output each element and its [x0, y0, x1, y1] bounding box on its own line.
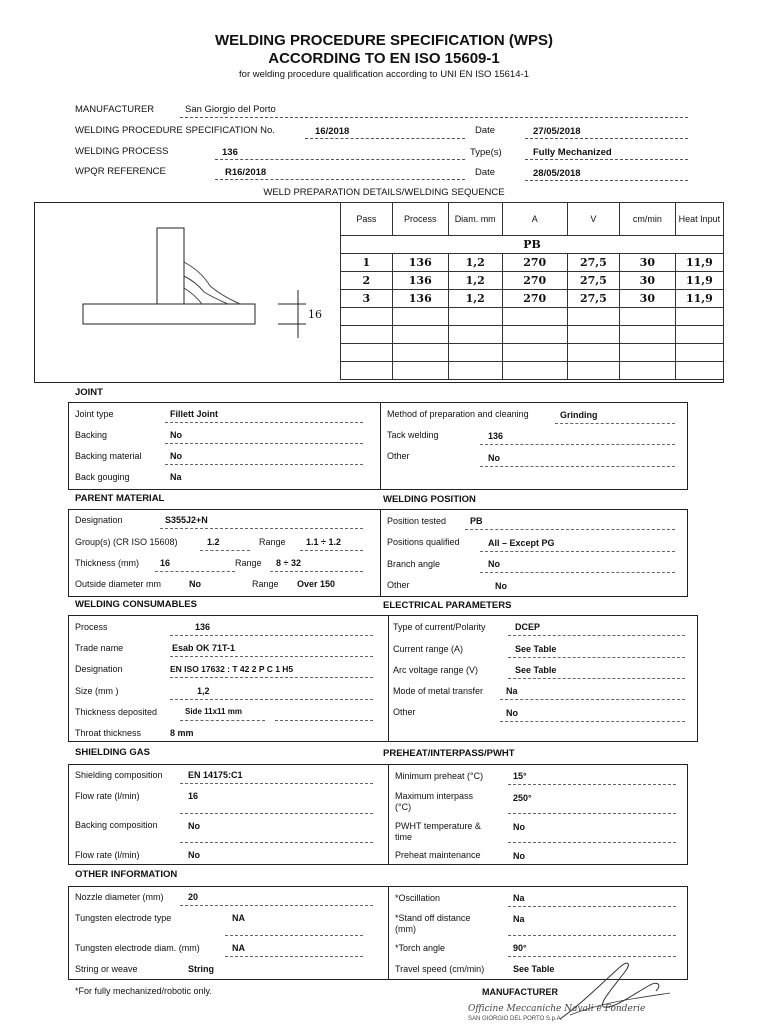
- cell-ampere: 270: [502, 272, 567, 290]
- preheat-maintenance-label: Preheat maintenance: [395, 850, 481, 860]
- current-range-value: See Table: [515, 644, 557, 654]
- range2-line: [270, 571, 363, 572]
- position-row: [341, 236, 724, 254]
- range3-value: Over 150: [297, 579, 336, 589]
- empty-sequence-row: [341, 362, 724, 380]
- weld-prep-title: WELD PREPARATION DETAILS/WELDING SEQUENCE: [263, 187, 505, 198]
- current-range-line: [508, 657, 685, 658]
- consumable-designation-label: Designation: [75, 664, 123, 674]
- welding-position-title: WELDING POSITION: [383, 494, 476, 505]
- tungsten-diameter-line: [225, 956, 363, 957]
- branch-angle-value: No: [488, 559, 500, 569]
- pwht-label-time: time: [395, 832, 413, 842]
- position-other-value: No: [495, 581, 507, 591]
- electrical-title: ELECTRICAL PARAMETERS: [383, 600, 512, 611]
- empty-cell: [502, 308, 567, 326]
- tungsten-type-line: [225, 935, 363, 936]
- pwht-line: [508, 842, 676, 843]
- sequence-row: [341, 290, 724, 308]
- empty-cell: [675, 362, 723, 380]
- joint-other-label: Other: [387, 451, 410, 461]
- empty-cell: [619, 362, 675, 380]
- footnote: *For fully mechanized/robotic only.: [75, 986, 212, 996]
- sequence-row: [341, 272, 724, 290]
- group-label: Group(s) (CR ISO 15608): [75, 537, 178, 547]
- joint-sketch: [34, 202, 342, 383]
- thickness-line: [155, 571, 235, 572]
- backing-flow-value: No: [188, 850, 200, 860]
- empty-cell: [448, 362, 502, 380]
- date1-line: [525, 138, 688, 139]
- back-gouging-label: Back gouging: [75, 472, 130, 482]
- flow-rate-label: Flow rate (l/min): [75, 791, 140, 801]
- thickness-deposited-label: Thickness deposited: [75, 707, 158, 717]
- torch-angle-label: *Torch angle: [395, 943, 446, 953]
- manufacturer-signature-title: MANUFACTURER: [482, 987, 558, 997]
- thickness-label: Thickness (mm): [75, 558, 140, 568]
- position-tested-label: Position tested: [387, 516, 447, 526]
- designation-label: Designation: [75, 515, 123, 525]
- designation-value: S355J2+N: [165, 515, 208, 525]
- positions-qualified-value: All – Except PG: [488, 538, 555, 548]
- tack-label: Tack welding: [387, 430, 439, 440]
- weld-bead-outline: [184, 262, 240, 304]
- wpqr-line: [215, 179, 465, 180]
- position-tested-value: PB: [470, 516, 483, 526]
- date2-label: Date: [475, 167, 496, 178]
- empty-cell: [567, 308, 619, 326]
- empty-cell: [341, 344, 393, 362]
- travel-speed-value: See Table: [513, 964, 555, 974]
- position-cell: PB: [341, 236, 724, 254]
- empty-cell: [392, 308, 448, 326]
- arc-voltage-line: [508, 678, 685, 679]
- gas-preheat-divider: [388, 764, 389, 865]
- outside-diameter-label: Outside diameter mm: [75, 579, 162, 589]
- branch-angle-line: [480, 572, 675, 573]
- welding-process-label: WELDING PROCESS: [75, 146, 169, 157]
- date2-value: 28/05/2018: [533, 168, 581, 179]
- weld-bead-3: [184, 288, 202, 304]
- shielding-composition-value: EN 14175:C1: [188, 770, 243, 780]
- welding-process-value: 136: [222, 147, 238, 158]
- empty-sequence-row: [341, 344, 724, 362]
- joint-other-value: No: [488, 453, 500, 463]
- min-preheat-label: Minimum preheat (°C): [395, 771, 484, 781]
- empty-cell: [619, 308, 675, 326]
- backing-label: Backing: [75, 430, 108, 440]
- tack-value: 136: [488, 431, 504, 441]
- position-other-label: Other: [387, 580, 410, 590]
- throat-thickness-label: Throat thickness: [75, 728, 142, 738]
- oscillation-line: [508, 906, 676, 907]
- col-diam: Diam. mm: [448, 203, 502, 236]
- branch-angle-label: Branch angle: [387, 559, 441, 569]
- type-value: Fully Mechanized: [533, 147, 612, 158]
- max-interpass-line: [508, 813, 676, 814]
- range2-label: Range: [235, 558, 262, 568]
- thickness-value: 16: [160, 558, 171, 568]
- cell-diam: 1,2: [448, 254, 502, 272]
- backing-material-label: Backing material: [75, 451, 142, 461]
- tungsten-type-label: Tungsten electrode type: [75, 913, 172, 923]
- joint-type-line: [165, 422, 363, 423]
- sequence-row: [341, 254, 724, 272]
- empty-cell: [341, 362, 393, 380]
- tungsten-diameter-value: NA: [232, 943, 245, 953]
- empty-sequence-row: [341, 308, 724, 326]
- empty-cell: [675, 326, 723, 344]
- joint-other-line: [480, 466, 675, 467]
- cell-heat-input: 11,9: [675, 254, 723, 272]
- empty-cell: [619, 344, 675, 362]
- backing-material-value: No: [170, 451, 182, 461]
- other-info-divider: [388, 886, 389, 980]
- size-label: Size (mm ): [75, 686, 119, 696]
- cell-speed: 30: [619, 254, 675, 272]
- nozzle-diameter-value: 20: [188, 892, 199, 902]
- max-interpass-label: Maximum interpass: [395, 791, 474, 801]
- range3-label: Range: [252, 579, 279, 589]
- min-preheat-value: 15°: [513, 771, 527, 781]
- flow-rate-value: 16: [188, 791, 199, 801]
- size-line: [170, 699, 373, 700]
- nozzle-diameter-line: [180, 905, 373, 906]
- range1-value: 1.1 ÷ 1.2: [306, 537, 341, 547]
- company-stamp-line2: SAN GIORGIO DEL PORTO S.p.A.: [468, 1016, 563, 1022]
- oscillation-label: *Oscillation: [395, 893, 441, 903]
- empty-cell: [502, 362, 567, 380]
- empty-cell: [567, 362, 619, 380]
- string-weave-value: String: [188, 964, 214, 974]
- empty-cell: [341, 326, 393, 344]
- type-label: Type(s): [470, 147, 502, 158]
- cell-ampere: 270: [502, 290, 567, 308]
- pwht-value: No: [513, 822, 525, 832]
- col-process: Process: [392, 203, 448, 236]
- col-pass: Pass: [341, 203, 393, 236]
- tack-line: [480, 444, 675, 445]
- company-stamp-line1: Officine Meccaniche Navali e Fonderie: [468, 1004, 646, 1014]
- standoff-unit: (mm): [395, 924, 416, 934]
- cell-process: 136: [392, 254, 448, 272]
- current-type-line: [508, 635, 685, 636]
- empty-cell: [448, 308, 502, 326]
- consumables-electrical-divider: [388, 615, 389, 742]
- col-volt: V: [567, 203, 619, 236]
- cell-ampere: 270: [502, 254, 567, 272]
- cell-speed: 30: [619, 272, 675, 290]
- wpqr-label: WPQR REFERENCE: [75, 166, 166, 177]
- string-weave-label: String or weave: [75, 964, 138, 974]
- joint-type-value: Fillett Joint: [170, 409, 218, 419]
- cell-diam: 1,2: [448, 272, 502, 290]
- torch-angle-value: 90°: [513, 943, 527, 953]
- group-value: 1.2: [207, 537, 220, 547]
- empty-sequence-row: [341, 326, 724, 344]
- thickness-deposited-line: [180, 720, 265, 721]
- size-value: 1,2: [197, 686, 210, 696]
- metal-transfer-value: Na: [506, 686, 518, 696]
- method-value: Grinding: [560, 410, 598, 420]
- backing-composition-label: Backing composition: [75, 820, 158, 830]
- handwritten-signature: [540, 955, 680, 1024]
- position-tested-line: [465, 529, 675, 530]
- wps-number-label: WELDING PROCEDURE SPECIFICATION No.: [75, 125, 275, 136]
- joint-divider: [380, 402, 381, 490]
- thickness-dimension-label: 16: [308, 308, 322, 321]
- manufacturer-label: MANUFACTURER: [75, 104, 155, 115]
- outside-diameter-value: No: [189, 579, 201, 589]
- backing-material-line: [165, 464, 363, 465]
- current-type-label: Type of current/Polarity: [393, 622, 486, 632]
- shielding-gas-title: SHIELDING GAS: [75, 747, 150, 758]
- empty-cell: [448, 344, 502, 362]
- cell-heat-input: 11,9: [675, 272, 723, 290]
- trade-name-label: Trade name: [75, 643, 124, 653]
- empty-cell: [567, 344, 619, 362]
- consumable-process-line: [170, 635, 373, 636]
- electrical-other-line: [500, 721, 685, 722]
- preheat-title: PREHEAT/INTERPASS/PWHT: [383, 748, 515, 759]
- positions-qualified-line: [480, 551, 675, 552]
- empty-cell: [502, 326, 567, 344]
- cell-process: 136: [392, 290, 448, 308]
- parent-position-divider: [380, 509, 381, 597]
- cell-volt: 27,5: [567, 272, 619, 290]
- empty-cell: [448, 326, 502, 344]
- cell-pass: 3: [341, 290, 393, 308]
- metal-transfer-line: [500, 699, 685, 700]
- type-line: [525, 159, 688, 160]
- range1-line: [300, 550, 363, 551]
- joint-base-plate: [83, 304, 255, 324]
- document-subtitle: for welding procedure qualification according to UNI EN ISO 15614-1: [239, 69, 529, 80]
- min-preheat-line: [508, 784, 676, 785]
- cell-heat-input: 11,9: [675, 290, 723, 308]
- empty-cell: [502, 344, 567, 362]
- thickness-deposited-value: Side 11x11 mm: [185, 707, 242, 716]
- arc-voltage-label: Arc voltage range (V): [393, 665, 479, 675]
- cell-volt: 27,5: [567, 290, 619, 308]
- back-gouging-value: Na: [170, 472, 182, 482]
- travel-speed-label: Travel speed (cm/min): [395, 964, 485, 974]
- empty-cell: [567, 326, 619, 344]
- consumables-title: WELDING CONSUMABLES: [75, 599, 197, 610]
- tungsten-type-value: NA: [232, 913, 245, 923]
- current-type-value: DCEP: [515, 622, 541, 632]
- backing-line: [165, 443, 363, 444]
- throat-thickness-value: 8 mm: [170, 728, 194, 738]
- consumable-designation-value: EN ISO 17632 : T 42 2 P C 1 H5: [170, 664, 294, 674]
- date2-line: [525, 180, 688, 181]
- empty-cell: [392, 326, 448, 344]
- current-range-label: Current range (A): [393, 644, 464, 654]
- document-subtitle-standard: ACCORDING TO EN ISO 15609-1: [268, 50, 500, 67]
- method-label: Method of preparation and cleaning: [387, 409, 529, 419]
- group-line: [200, 550, 250, 551]
- consumable-designation-line: [170, 677, 373, 678]
- cell-process: 136: [392, 272, 448, 290]
- cell-pass: 2: [341, 272, 393, 290]
- joint-web-plate: [157, 228, 184, 304]
- manufacturer-line: [180, 117, 688, 118]
- standoff-value: Na: [513, 914, 525, 924]
- positions-qualified-label: Positions qualified: [387, 537, 460, 547]
- sequence-header-row: [341, 203, 724, 236]
- backing-composition-line: [180, 842, 373, 843]
- other-info-title: OTHER INFORMATION: [75, 869, 178, 880]
- joint-type-label: Joint type: [75, 409, 114, 419]
- cell-speed: 30: [619, 290, 675, 308]
- range1-label: Range: [259, 537, 286, 547]
- trade-name-line: [170, 656, 373, 657]
- electrical-other-value: No: [506, 708, 518, 718]
- manufacturer-value: San Giorgio del Porto: [185, 104, 276, 115]
- empty-cell: [392, 344, 448, 362]
- col-ampere: A: [502, 203, 567, 236]
- welding-process-line: [215, 159, 465, 160]
- nozzle-diameter-label: Nozzle diameter (mm): [75, 892, 164, 902]
- document-title: WELDING PROCEDURE SPECIFICATION (WPS): [214, 32, 554, 49]
- wpqr-value: R16/2018: [225, 167, 267, 178]
- shielding-composition-label: Shielding composition: [75, 770, 163, 780]
- metal-transfer-label: Mode of metal transfer: [393, 686, 484, 696]
- backing-composition-value: No: [188, 821, 200, 831]
- max-interpass-unit: (°C): [395, 802, 412, 812]
- empty-cell: [675, 308, 723, 326]
- thickness-deposited-line-2: [275, 720, 373, 721]
- shielding-composition-line: [180, 783, 373, 784]
- consumable-process-label: Process: [75, 622, 108, 632]
- parent-material-title: PARENT MATERIAL: [75, 493, 165, 504]
- electrical-other-label: Other: [393, 707, 416, 717]
- backing-flow-label: Flow rate (l/min): [75, 850, 140, 860]
- backing-value: No: [170, 430, 182, 440]
- oscillation-value: Na: [513, 893, 525, 903]
- empty-cell: [392, 362, 448, 380]
- cell-volt: 27,5: [567, 254, 619, 272]
- standoff-line: [508, 935, 676, 936]
- col-heat-input: Heat Input: [675, 203, 723, 236]
- preheat-maintenance-value: No: [513, 851, 525, 861]
- method-line: [555, 423, 675, 424]
- wps-number-line: [305, 138, 465, 139]
- cell-diam: 1,2: [448, 290, 502, 308]
- range2-value: 8 ÷ 32: [276, 558, 301, 568]
- tungsten-diameter-label: Tungsten electrode diam. (mm): [75, 943, 200, 953]
- empty-cell: [341, 308, 393, 326]
- wps-number-value: 16/2018: [315, 126, 350, 137]
- cell-pass: 1: [341, 254, 393, 272]
- date1-value: 27/05/2018: [533, 126, 581, 137]
- consumable-process-value: 136: [195, 622, 211, 632]
- flow-rate-line: [180, 813, 373, 814]
- col-speed: cm/min: [619, 203, 675, 236]
- trade-name-value: Esab OK 71T-1: [172, 643, 236, 653]
- empty-cell: [675, 344, 723, 362]
- empty-cell: [619, 326, 675, 344]
- arc-voltage-value: See Table: [515, 665, 557, 675]
- joint-title: JOINT: [75, 387, 103, 398]
- pwht-label: PWHT temperature &: [395, 821, 481, 831]
- welding-sequence-table: [340, 202, 724, 380]
- date1-label: Date: [475, 125, 496, 136]
- standoff-label: *Stand off distance: [395, 913, 471, 923]
- designation-line: [160, 528, 363, 529]
- max-interpass-value: 250°: [513, 793, 532, 803]
